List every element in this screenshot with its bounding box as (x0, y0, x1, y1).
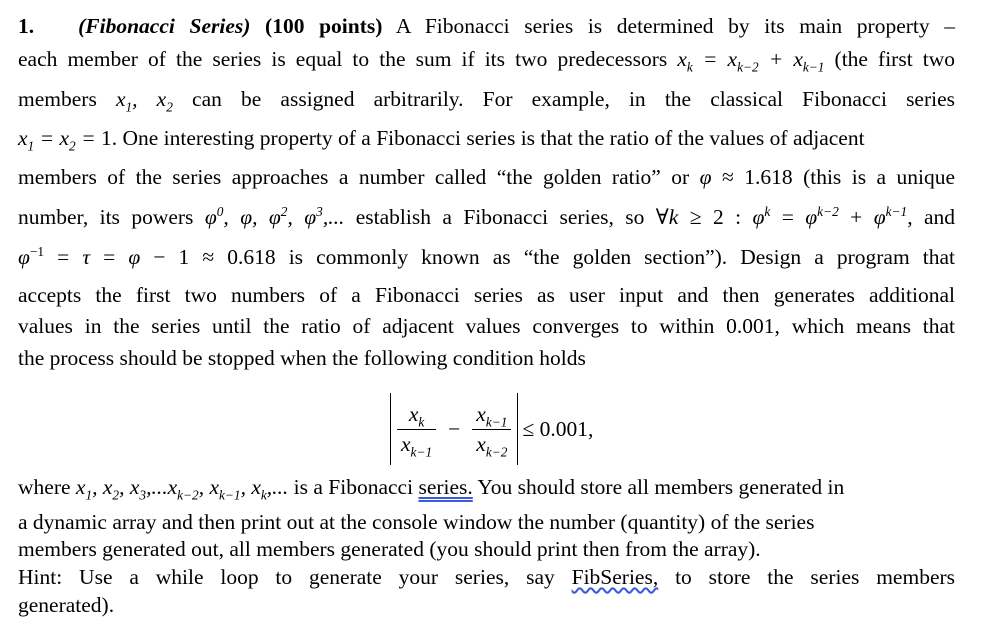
abs-left-bar (390, 393, 391, 465)
abs-right-bar (517, 393, 518, 465)
ratio-current: $\frac{x_k}{x_{k-1}}$ (397, 402, 436, 457)
problem-line-5: members of the series approaches a number called “the golden ratio” or φ ≈ 1.618 (this is a unique (18, 165, 956, 189)
series-members: $x_1$, $x_2$, $x_3,...x_{k-2}$, $x_{k-1}$, $x_k$,... (75, 475, 289, 503)
golden-power-relation: ∀k ≥ 2 : $\varphi^k = \varphi^{k-2} + \varphi^{k-1}$ (655, 203, 908, 229)
problem-line-7: $\varphi^{-1} = \tau = \varphi - 1 \approx 0.618$ is commonly known as “the golden section”). Design a program that (18, 243, 955, 269)
problem-number: 1. (18, 14, 35, 38)
problem-points: (100 points) (265, 14, 383, 38)
problem-line-6: number, its powers $\varphi^0$, φ, $\varphi^2$, $\varphi^3$,... establish a Fibonacci series, so ∀k ≥ 2 : $\varphi^k = \varphi^{k-2} + \varphi^{k-1}$, and (18, 203, 956, 229)
problem-line-12: a dynamic array and then print out at the console window the number (quantity) of the series (18, 510, 815, 534)
recurrence-formula: $x_k = x_{k-2} + x_{k-1}$ (677, 47, 825, 75)
problem-line-8: accepts the first two numbers of a Fibonacci series as user input and then generates additional (18, 283, 955, 307)
golden-section-formula: $\varphi^{-1} = \tau = \varphi - 1 \approx 0.618$ (18, 243, 276, 269)
problem-line-9: values in the series until the ratio of adjacent values converges to within 0.001, which means that (18, 314, 955, 338)
fibseries-word-underlined: FibSeries, (571, 565, 659, 589)
problem-line-13: members generated out, all members generated (you should print then from the array). (18, 537, 761, 561)
problem-line-1: 1. (Fibonacci Series) (100 points) A Fibonacci series is determined by its main property – (18, 14, 956, 38)
golden-ratio-formula: φ ≈ 1.618 (699, 165, 793, 189)
golden-powers: $\varphi^0$, φ, $\varphi^2$, $\varphi^3$,... (204, 203, 345, 229)
tolerance-relation: ≤ 0.001, (522, 416, 594, 441)
problem-line-4: $x_1 = x_2 = 1$. One interesting property of a Fibonacci series is that the ratio of the values of adjacent (18, 126, 865, 154)
problem-line-11: where $x_1$, $x_2$, $x_3,...x_{k-2}$, $x_{k-1}$, $x_k$,... is a Fibonacci series. You should store all members generated in (18, 475, 845, 503)
problem-line-2: each member of the series is equal to the sum if its two predecessors $x_k = x_{k-2} + x_{k-1}$ (the first two (18, 47, 956, 75)
problem-line-14: Hint: Use a while loop to generate your series, say FibSeries, to store the series members (18, 565, 956, 589)
problem-title: (Fibonacci Series) (78, 14, 251, 38)
series-word-underlined: series. (418, 475, 473, 499)
problem-line-3: members $x_1$, $x_2$ can be assigned arbitrarily. For example, in the classical Fibonacci series (18, 87, 956, 115)
classical-initial-values: $x_1 = x_2$ = (18, 126, 101, 154)
convergence-condition: $\frac{x_k}{x_{k-1}}$ − $\frac{x_{k-1}}{x_{k-2}}$ ≤ 0.001, (390, 392, 593, 466)
ratio-previous: $\frac{x_{k-1}}{x_{k-2}}$ (472, 402, 511, 457)
problem-line-10: the process should be stopped when the following condition holds (18, 346, 586, 370)
problem-line-15: generated). (18, 593, 115, 617)
first-two-members: $x_1$, $x_2$ (115, 87, 173, 115)
